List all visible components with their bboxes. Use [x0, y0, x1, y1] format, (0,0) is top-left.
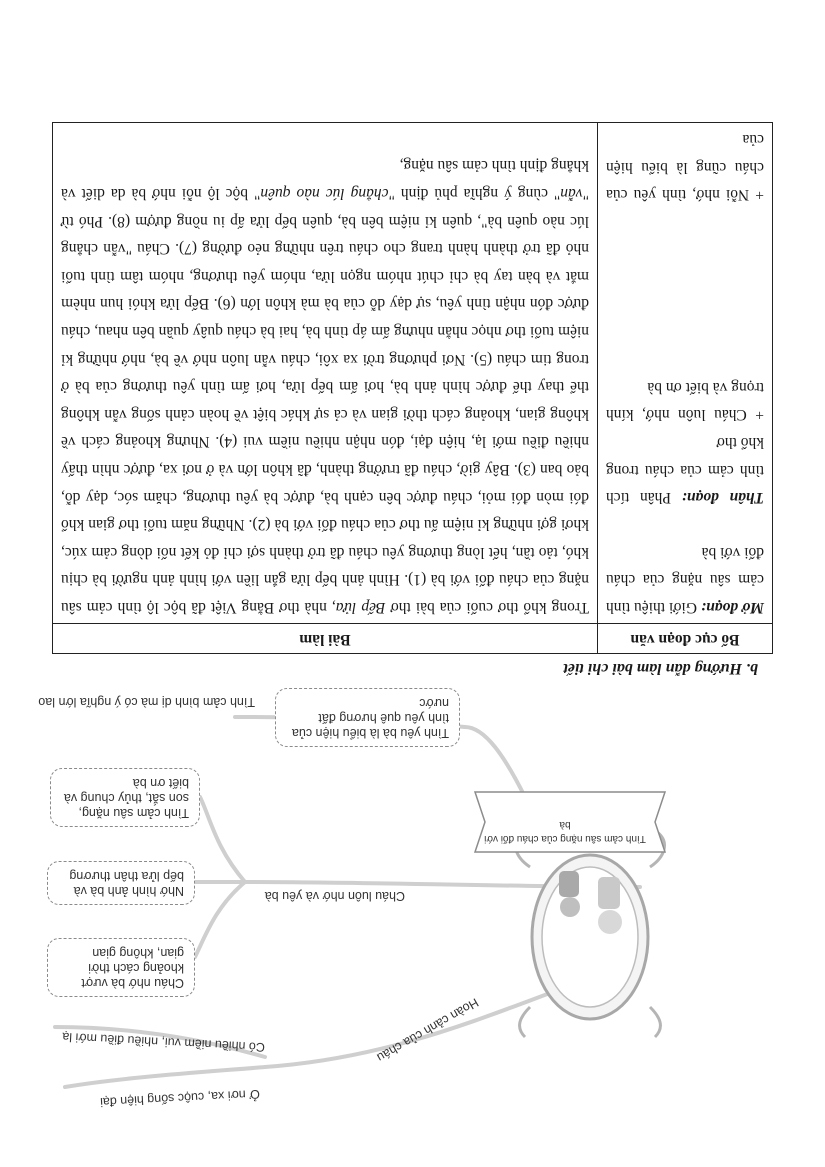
- point-noi-nho: + Nỗi nhớ, tình yêu của cháu cũng là biểu hiện của: [606, 131, 764, 204]
- essay-part-4: " bộc lộ nỗi nhớ bà da diết và khẳng định tình cảm sâu nặng,: [60, 157, 589, 203]
- branch-chau-luon-nho: Cháu luôn nhớ và yêu bà: [264, 889, 405, 903]
- note-nho-hinh-anh: Nhớ hình ảnh bà và bếp lửa thân thương: [47, 861, 195, 905]
- than-doan-label: Thân đoạn:: [681, 489, 764, 507]
- mo-doan-block: [606, 538, 764, 621]
- structure-cell: [598, 123, 773, 624]
- than-doan-block: [606, 428, 764, 511]
- header-bo-cuc: Bố cục đoạn văn: [598, 624, 773, 654]
- guide-table: [52, 122, 773, 654]
- note-tinh-yeu-ba: Tình yêu bà là biểu hiện của tình yêu quê hương đất nước: [275, 688, 460, 747]
- mindmap-title-banner: Tình cảm sâu nặng của cháu đối với bà: [484, 819, 646, 844]
- header-bai-lam: Bài làm: [53, 624, 598, 654]
- essay-part-3: " cùng ý nghĩa phủ định ": [388, 185, 561, 203]
- branch-hoan-canh: Hoàn cảnh của cháu: [374, 995, 481, 1065]
- note-tinh-cam-sau-nang: Tình cảm sâu nặng, son sắt, thủy chung và biết ơn bà: [50, 768, 200, 827]
- essay-poem-title: Bếp lửa: [335, 599, 386, 616]
- leaf-co-nhieu-niem-vui: Có nhiều niềm vui, nhiều điều mới lạ: [62, 1029, 266, 1055]
- note-chau-nho-ba-vuot: Cháu nhớ bà vượt khoảng cách thời gian, không gian: [47, 938, 195, 997]
- branch-line-tinh-cam-sau-nang: [200, 797, 245, 882]
- essay-cell: [53, 123, 598, 624]
- branch-line-nho-vuot: [195, 882, 245, 957]
- essay-word-van: vẫn: [560, 185, 583, 203]
- table-header-row: [53, 624, 773, 654]
- mo-doan-label: Mở đoạn:: [700, 599, 764, 616]
- leaf-o-noi-xa: Ở nơi xa, cuộc sống hiện đại: [99, 1086, 261, 1110]
- mo-doan-text: Giới thiệu tình cảm sâu nặng của cháu đối với bà: [606, 543, 764, 616]
- branch-line-leaf-1: [65, 1067, 265, 1087]
- essay-part-1: Trong khổ thơ cuối của bài thơ: [385, 599, 589, 616]
- section-heading: b. Hướng dẫn làm bài chi tiết: [563, 660, 758, 677]
- branch-line-tinh-yeu-ba: [465, 727, 525, 797]
- essay-part-2: , nhà thơ Bằng Việt đã bộc lộ tình cảm sâu nặng của cháu đối với bà (1). Hình ảnh bếp lửa gắn liền với hình ảnh người bà chịu khó, tảo tần, hết lòng thương yêu cháu đã trở thành sợi chỉ đỏ kết nối dòng cảm xúc, khơi gợi những kỉ niệm ấu thơ của cháu đối với bà (2). Những năm tuổi thơ gian khổ đói mòn đói mỏi, cháu được bên cạnh bà, được bà yêu thương, chăm sóc, dạy dỗ, bảo ban (3). Bây giờ, cháu đã trưởng thành, đã khôn lớn và ở nơi xa, được nhìn thấy nhiều điều mới lạ, hiện đại, đón nhận nhiều niềm vui (4). Nhưng khoảng cách về không gian, khoảng cách thời gian và cả sự khác biệt về hoàn cảnh sống vẫn không thể thay thế được hình ảnh bà, hơi ấm bếp lửa, hơi ấm tình yêu thương của bà ở trong tim cháu (5). Nơi phương trời xa xôi, cháu vẫn luôn nhớ về bà, nhớ những kỉ niệm tuổi thơ nhọc nhằn nhưng ấm áp tình bà, hai bà cháu quây quần bên nhau, cháu được đón nhận tình yêu, sự dạy dỗ của bà mà khôn lớn (6). Bếp lửa khói hun nhèm mắt và bàn tay bà chỉ chút nhóm ngọn lửa, nhóm yêu thương, nhóm tâm tình tuổi nhỏ đã trở thành hành trang cho cháu trên những nẻo đường (7). Cháu "vẫn chẳng lúc nào quên bà", quên kỉ niệm bên bà, quên bếp lửa ấp iu nồng đượm (8). Phó từ ": [60, 185, 589, 616]
- point-kinh-trong: + Cháu luôn nhớ, kính trọng và biết ơn bà: [606, 378, 764, 424]
- essay-quote: chẳng lúc nào quên: [260, 185, 389, 203]
- than-doan-text: Phân tích tình cảm của cháu trong khổ thơ: [606, 434, 764, 507]
- branch-tinh-cam-binh-di: Tình cảm bình dị mà có ý nghĩa lớn lao: [38, 695, 255, 709]
